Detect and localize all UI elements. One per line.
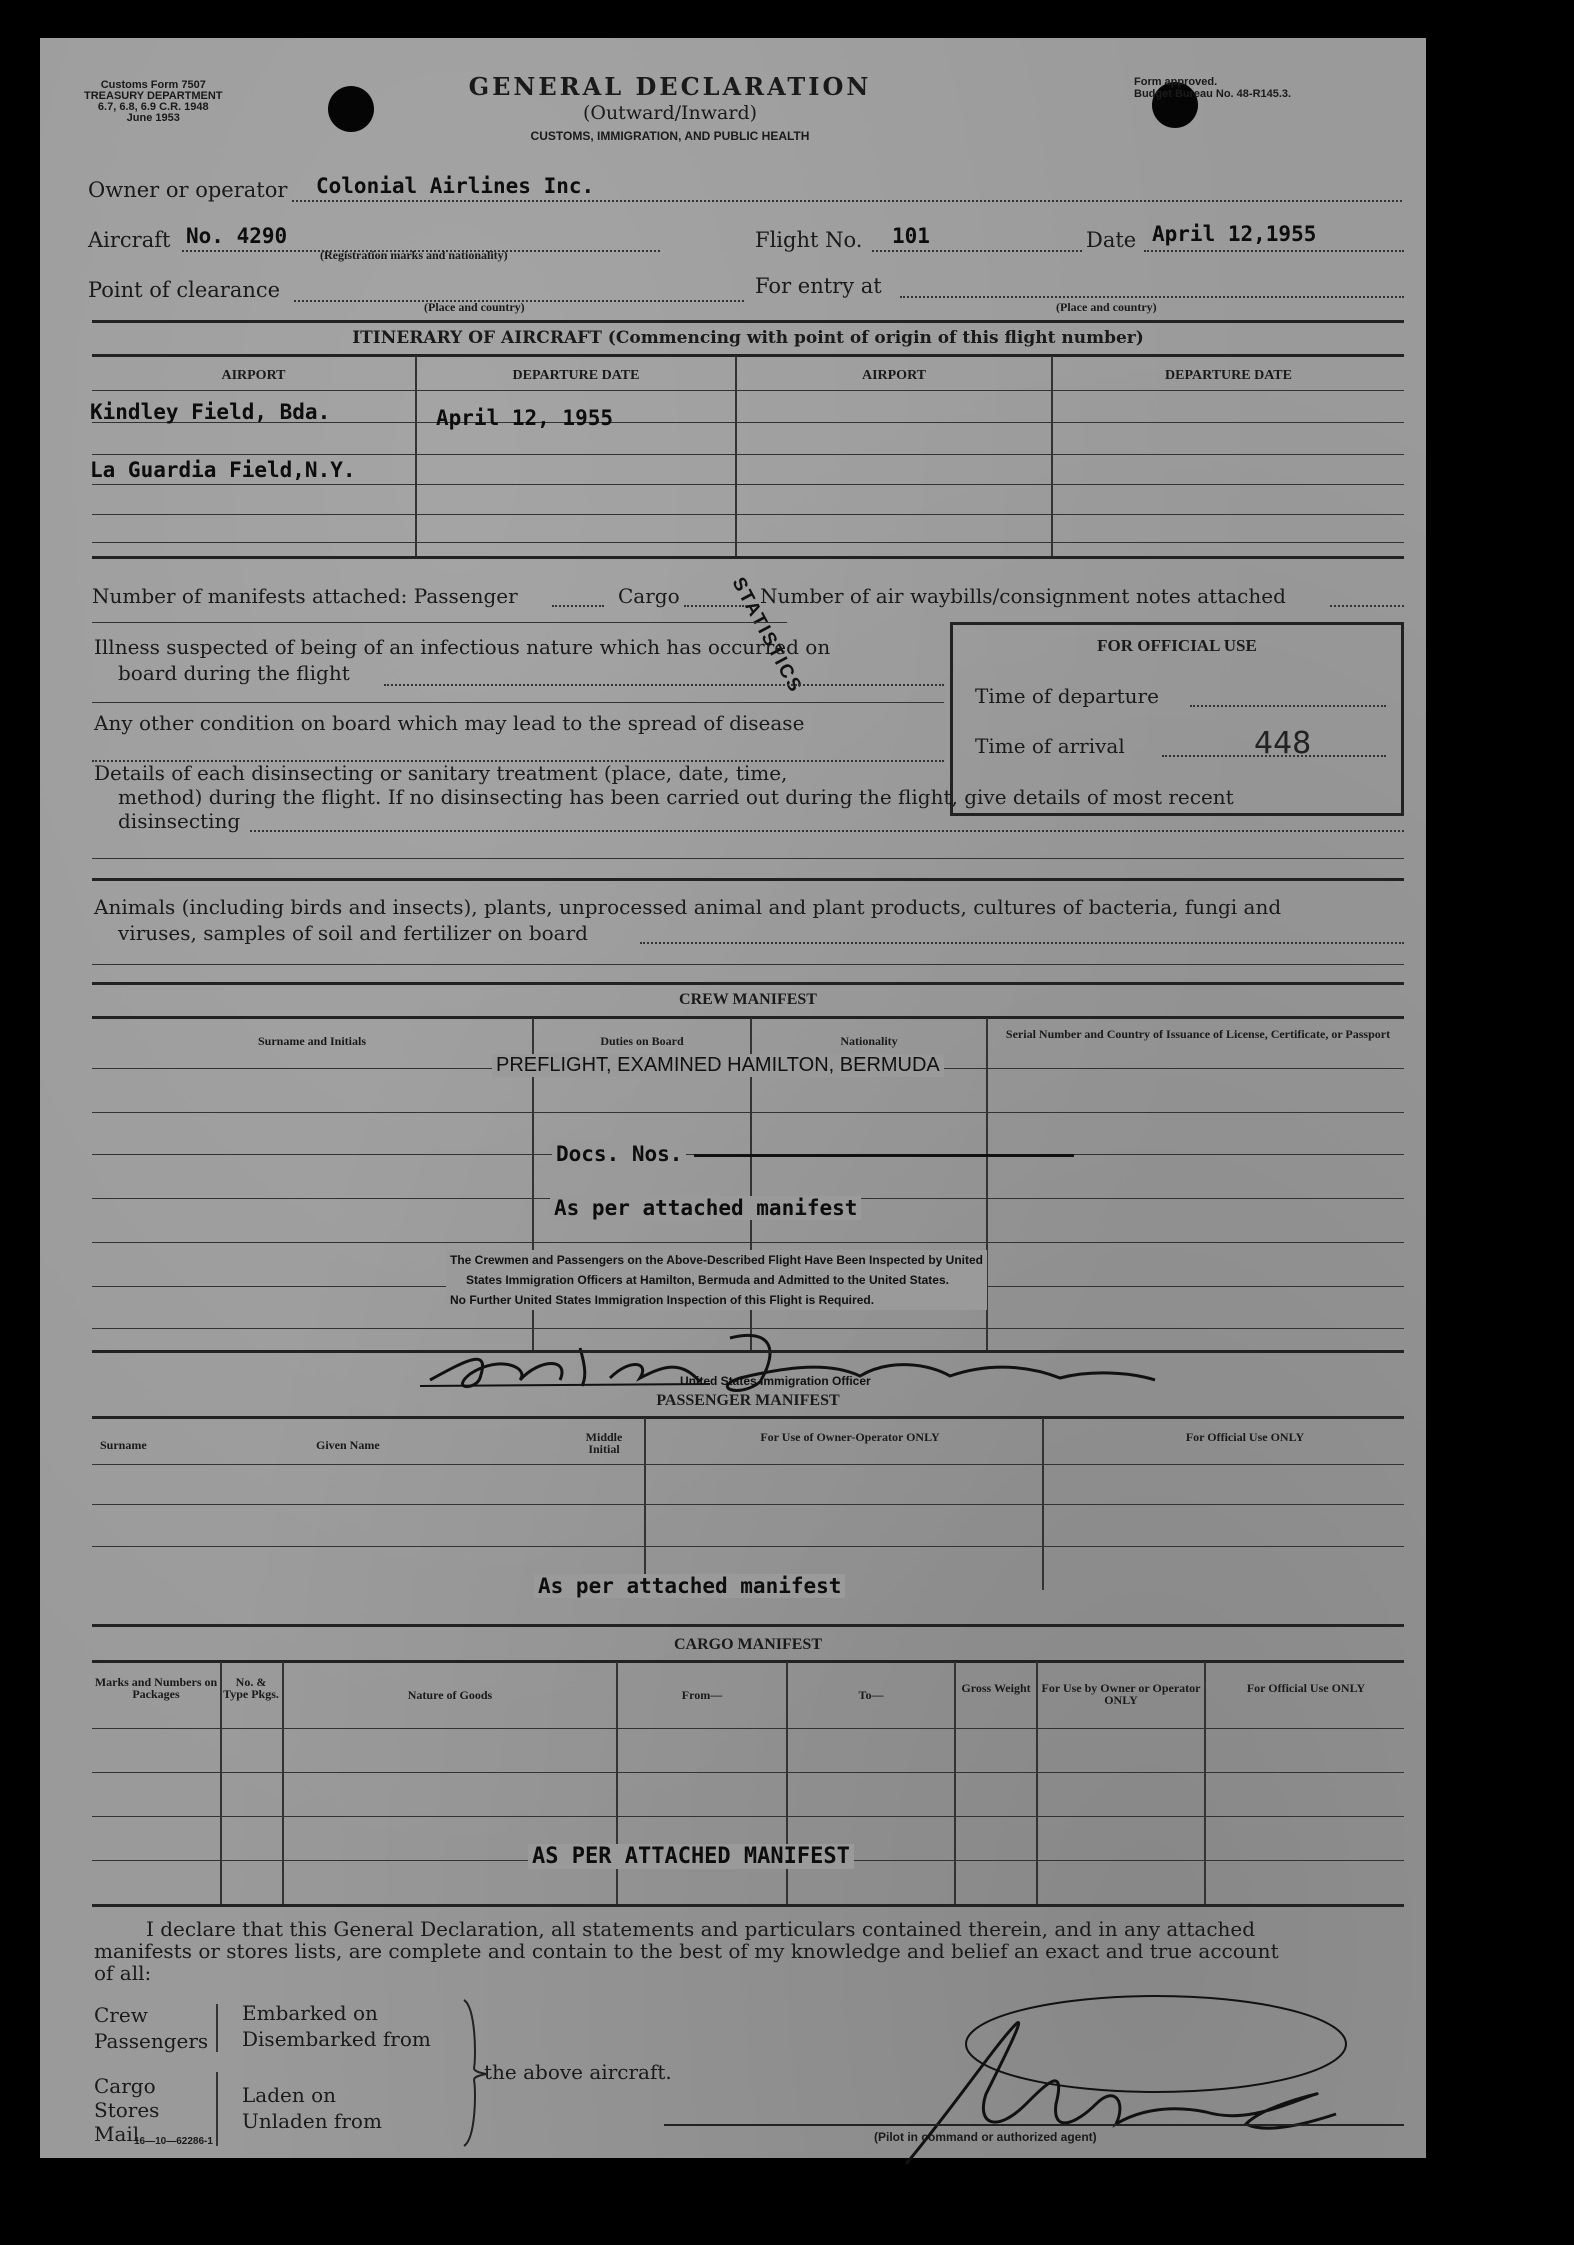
passenger-attached: As per attached manifest — [534, 1574, 845, 1598]
animals-label-2: viruses, samples of soil and fertilizer on board — [118, 921, 588, 945]
manifests-label: Number of manifests attached: Passenger — [92, 584, 518, 608]
cargo-top-rule — [92, 1624, 1404, 1627]
owner-value: Colonial Airlines Inc. — [316, 174, 595, 198]
cargo-head-rule — [92, 1660, 1404, 1663]
flight-line — [872, 250, 1082, 252]
declaration-brace — [216, 2072, 218, 2146]
itinerary-airport: La Guardia Field,N.Y. — [90, 458, 356, 482]
cargo-label: Cargo — [618, 584, 680, 608]
page-title: GENERAL DECLARATION — [468, 72, 872, 101]
itinerary-title: ITINERARY OF AIRCRAFT (Commencing with point of origin of this flight number) — [352, 328, 1144, 348]
cargo-bottom-rule — [92, 1904, 1404, 1907]
aircraft-hint: (Registration marks and nationality) — [320, 248, 508, 262]
health-rule — [92, 622, 787, 623]
print-code: 16—10—62286-1 — [134, 2136, 213, 2147]
cargo-col-divider — [1204, 1662, 1206, 1904]
passenger-col-owner: For Use of Owner-Operator ONLY — [760, 1430, 940, 1444]
crew-col-nationality: Nationality — [840, 1034, 898, 1048]
page-subtitle: (Outward/Inward) — [582, 102, 758, 124]
declaration-unladen-label: Unladen from — [242, 2109, 382, 2133]
manifests-passenger-line — [552, 605, 604, 607]
passenger-col-surname: Surname — [100, 1438, 147, 1452]
passenger-head-rule — [92, 1416, 1404, 1419]
approval-line: Form approved. — [1134, 76, 1218, 88]
itinerary-col-departure: DEPARTURE DATE — [1165, 368, 1292, 383]
entry-line — [900, 296, 1404, 298]
form-id-line: Customs Form 7507 — [100, 79, 206, 91]
cargo-row-rule — [92, 1816, 1404, 1817]
cargo-col-goods: Nature of Goods — [407, 1688, 493, 1702]
cargo-row-rule — [92, 1772, 1404, 1773]
cargo-col-pkgs: No. & Type Pkgs. — [223, 1675, 279, 1701]
declaration-cargo-label: Cargo — [94, 2074, 156, 2098]
flight-label: Flight No. — [755, 228, 863, 252]
immigration-notice-line: The Crewmen and Passengers on the Above-Described Flight Have Been Inspected by United — [450, 1253, 984, 1267]
passenger-manifest-title: PASSENGER MANIFEST — [656, 1392, 840, 1409]
itinerary-top-rule — [92, 320, 1404, 323]
date-value: April 12,1955 — [1152, 222, 1317, 246]
immigration-notice — [446, 1250, 987, 1310]
declaration-disembarked-label: Disembarked from — [242, 2027, 431, 2051]
declaration-text-3: of all: — [94, 1961, 152, 1985]
cargo-col-divider — [1036, 1662, 1038, 1904]
itinerary-col-divider — [1051, 356, 1053, 556]
declaration-brace — [216, 2004, 218, 2052]
form-id-line: June 1953 — [126, 112, 180, 124]
cargo-col-weight: Gross Weight — [961, 1681, 1031, 1695]
departure-time-label: Time of departure — [975, 684, 1159, 708]
flight-value: 101 — [892, 224, 930, 248]
itinerary-airport: Kindley Field, Bda. — [90, 400, 331, 424]
aircraft-label: Aircraft — [88, 228, 171, 252]
declaration-text-2: manifests or stores lists, are complete and contain to the best of my knowledge and belief an exact and true account — [94, 1939, 1279, 1963]
animals-line — [640, 942, 1404, 944]
approval-line: Budget Bureau No. 48-R145.3. — [1134, 88, 1292, 100]
date-line — [1144, 250, 1404, 252]
disinsect-label-2: method) during the flight. If no disinsecting has been carried out during the flight, give details of most recent — [118, 785, 1234, 809]
pilot-signature-line — [664, 2124, 1404, 2126]
crew-col-duties: Duties on Board — [600, 1034, 684, 1048]
crew-col-license: Serial Number and Country of Issuance of License, Certificate, or Passport — [1005, 1027, 1391, 1041]
cargo-col-owner: For Use by Owner or Operator ONLY — [1041, 1681, 1201, 1707]
passenger-row-rule — [92, 1464, 1404, 1465]
declaration-form — [40, 38, 1426, 2158]
itinerary-row-rule — [92, 454, 1404, 455]
animals-label: Animals (including birds and insects), plants, unprocessed animal and plant products, cultures of bacteria, fungi and — [94, 895, 1282, 919]
cargo-col-from: From— — [681, 1688, 723, 1702]
illness-rule — [92, 702, 944, 703]
pilot-signature — [866, 1984, 1386, 2174]
animals-rule — [92, 964, 1404, 965]
crew-attached: As per attached manifest — [550, 1196, 861, 1220]
punch-hole — [328, 86, 374, 132]
docs-nos-strike — [694, 1154, 1074, 1157]
disinsect-bottom-rule — [92, 878, 1404, 881]
crew-manifest-title: CREW MANIFEST — [679, 991, 817, 1008]
cargo-manifest-title: CARGO MANIFEST — [673, 1636, 822, 1653]
passenger-row-rule — [92, 1504, 1404, 1505]
itinerary-row-rule — [92, 542, 1404, 543]
officer-caption: United States Immigration Officer — [680, 1374, 871, 1388]
passenger-row-rule — [92, 1546, 1404, 1547]
form-approval — [1134, 76, 1291, 100]
docs-nos: Docs. Nos. — [552, 1142, 686, 1166]
clearance-hint: (Place and country) — [424, 300, 525, 314]
statistics-stamp: STATISTICS — [727, 574, 807, 697]
form-id-line: 6.7, 6.8, 6.9 C.R. 1948 — [97, 101, 209, 113]
waybills-line — [1330, 605, 1404, 607]
itinerary-row-rule — [92, 390, 1404, 391]
clearance-label: Point of clearance — [88, 278, 281, 302]
cargo-row-rule — [92, 1728, 1404, 1729]
itinerary-date: April 12, 1955 — [436, 406, 614, 430]
declaration-passengers-label: Passengers — [94, 2029, 209, 2053]
disinsect-rule — [92, 858, 1404, 859]
date-label: Date — [1086, 228, 1137, 252]
form-id-line: TREASURY DEPARTMENT — [84, 90, 223, 102]
itinerary-row-rule — [92, 484, 1404, 485]
disinsect-label-3: disinsecting — [118, 809, 241, 833]
itinerary-col-airport: AIRPORT — [861, 368, 927, 383]
itinerary-head-rule — [92, 354, 1404, 357]
declaration-laden-group — [242, 2082, 382, 2134]
arrival-time-value: 448 — [1254, 726, 1312, 761]
cargo-col-divider — [954, 1662, 956, 1904]
cargo-col-to: To— — [858, 1688, 884, 1702]
passenger-col-official: For Official Use ONLY — [1185, 1430, 1305, 1444]
itinerary-col-airport: AIRPORT — [221, 368, 286, 383]
crew-col-surname: Surname and Initials — [257, 1034, 367, 1048]
illness-line — [384, 684, 944, 686]
declaration-embarked-label: Embarked on — [242, 2001, 378, 2025]
official-use-title: FOR OFFICIAL USE — [1097, 636, 1257, 655]
waybills-label: Number of air waybills/consignment notes attached — [760, 584, 1286, 608]
declaration-laden-label: Laden on — [242, 2083, 337, 2107]
declaration-mail-label: Mail — [94, 2122, 140, 2146]
itinerary-col-departure: DEPARTURE DATE — [512, 368, 640, 383]
pilot-caption: (Pilot in command or authorized agent) — [874, 2130, 1097, 2144]
disinsect-line — [250, 830, 1404, 832]
crew-head-rule — [92, 1016, 1404, 1019]
other-condition-label: Any other condition on board which may lead to the spread of disease — [94, 711, 805, 735]
declaration-stores-label: Stores — [94, 2098, 160, 2122]
itinerary-col-divider — [415, 356, 417, 556]
entry-label: For entry at — [755, 274, 882, 298]
aircraft-value: No. 4290 — [186, 224, 288, 248]
declaration-text-1: I declare that this General Declaration, all statements and particulars contained therein, and in any attached — [146, 1917, 1256, 1941]
passenger-col-given: Given Name — [316, 1438, 380, 1452]
declaration-crew-group — [94, 2002, 208, 2054]
owner-label: Owner or operator — [88, 178, 288, 202]
cargo-attached: AS PER ATTACHED MANIFEST — [528, 1844, 854, 1869]
illness-label: Illness suspected of being of an infectious nature which has occurred on — [94, 635, 831, 659]
crew-row-rule — [92, 1112, 1404, 1113]
itinerary-col-divider — [735, 356, 737, 556]
manifests-cargo-line — [684, 605, 744, 607]
cargo-col-marks: Marks and Numbers on Packages — [94, 1675, 218, 1701]
arrival-time-label: Time of arrival — [975, 734, 1125, 758]
passenger-col-middle: Middle Initial — [585, 1430, 623, 1456]
declaration-aircraft-label: the above aircraft. — [484, 2060, 672, 2084]
declaration-embark-group — [242, 2000, 431, 2052]
entry-hint: (Place and country) — [1056, 300, 1157, 314]
immigration-notice-line: No Further United States Immigration Inspection of this Flight is Required. — [450, 1293, 875, 1307]
departure-time-line — [1190, 705, 1386, 707]
owner-line — [292, 200, 1402, 202]
declaration-crew-label: Crew — [94, 2003, 148, 2027]
immigration-notice-line: States Immigration Officers at Hamilton, Bermuda and Admitted to the United States. — [466, 1273, 949, 1287]
disinsect-label: Details of each disinsecting or sanitary treatment (place, date, time, — [94, 761, 788, 785]
agencies-line: CUSTOMS, IMMIGRATION, AND PUBLIC HEALTH — [530, 129, 810, 143]
illness-label-2: board during the flight — [118, 661, 350, 685]
cargo-col-official: For Official Use ONLY — [1246, 1681, 1366, 1695]
form-id — [84, 80, 223, 124]
passenger-top-rule — [92, 1350, 1404, 1353]
itinerary-row-rule — [92, 514, 1404, 515]
itinerary-bottom-rule — [92, 556, 1404, 559]
preflight-stamp: PREFLIGHT, EXAMINED HAMILTON, BERMUDA — [492, 1054, 944, 1077]
animals-bottom-rule — [92, 982, 1404, 985]
crew-row-rule — [92, 1242, 1404, 1243]
